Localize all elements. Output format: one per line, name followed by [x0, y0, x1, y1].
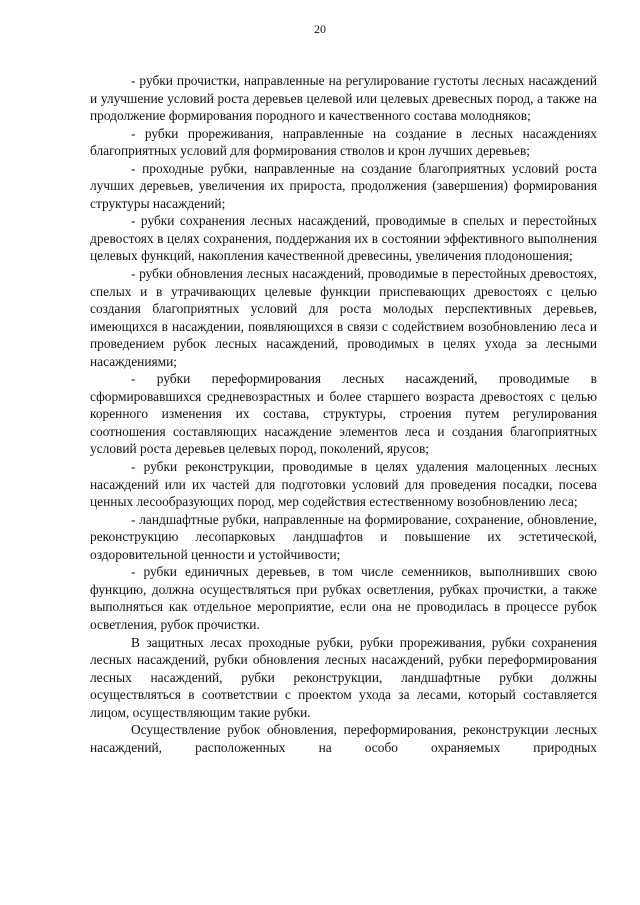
paragraph-passing-cuttings: - проходные рубки, направленные на создание благоприятных условий роста лучших деревьев, увеличения их прироста, продолжения (завершения) формирования структуры насаждений; — [90, 160, 597, 211]
paragraph-thinning-prorezhivanie: - рубки прореживания, направленные на создание в лесных насаждениях благоприятных условий для формирования стволов и крон лучших деревьев; — [90, 125, 597, 159]
document-body — [90, 72, 597, 756]
paragraph-protected-areas: Осуществление рубок обновления, переформирования, реконструкции лесных насаждений, расположенных на особо охраняемых природных — [90, 722, 597, 755]
paragraph-single-tree-cuttings: - рубки единичных деревьев, в том числе семенников, выполнивших свою функцию, должна осуществляться при рубках осветления, рубках прочистки, а также выполняться как отдельное мероприятие, если она не проводилась в процессе рубок осветления, рубок прочистки. — [90, 564, 597, 632]
paragraph-protective-forests: В защитных лесах проходные рубки, рубки прореживания, рубки сохранения лесных насаждений, рубки обновления лесных насаждений, рубки переформирования лесных насаждений, рубки реконструкции, ландшафтные рубки должны осуществляться в соответствии с проектом ухода за лесами, который составляется лицом, осуществляющим такие рубки. — [90, 634, 597, 720]
paragraph-reformation-cuttings: - рубки переформирования лесных насаждений, проводимые в сформировавшихся средневозрастных и более старшего возраста древостоях с целью коренного изменения их состава, структуры, строения путем регулирования соотношения составляющих насаждение элементов леса и создания благоприятных условий роста деревьев целевых пород, поколений, ярусов; — [90, 371, 597, 457]
paragraph-thinning-cleaning: - рубки прочистки, направленные на регулирование густоты лесных насаждений и улучшение условий роста деревьев целевой или целевых древесных пород, а также на продолжение формирования породного и качественного состава молодняков; — [90, 73, 597, 124]
paragraph-landscape-cuttings: - ландшафтные рубки, направленные на формирование, сохранение, обновление, реконструкцию лесопарковых ландшафтов и повышение их эстетической, оздоровительной ценности и устойчивости; — [90, 511, 597, 562]
paragraph-preservation-cuttings: - рубки сохранения лесных насаждений, проводимые в спелых и перестойных древостоях в целях сохранения, поддержания их в состоянии эффективного выполнения целевых функций, накопления качественной древесины, увеличения плодоношения; — [90, 213, 597, 264]
paragraph-renewal-cuttings: - рубки обновления лесных насаждений, проводимые в перестойных древостоях, спелых и в утрачивающих целевые функции приспевающих древостоях с целью создания благоприятных условий для роста молодых перспективных деревьев, имеющихся в насаждении, появляющихся в связи с содействием возобновлению леса и проведением рубок лесных насаждений, проводимых в целях ухода за лесными насаждениями; — [90, 266, 597, 369]
paragraph-reconstruction-cuttings: - рубки реконструкции, проводимые в целях удаления малоценных лесных насаждений или их частей для подготовки условий для проведения посадки, посева ценных лесообразующих пород, мер содействия естественному возобновлению леса; — [90, 459, 597, 510]
page-number: 20 — [314, 22, 326, 36]
